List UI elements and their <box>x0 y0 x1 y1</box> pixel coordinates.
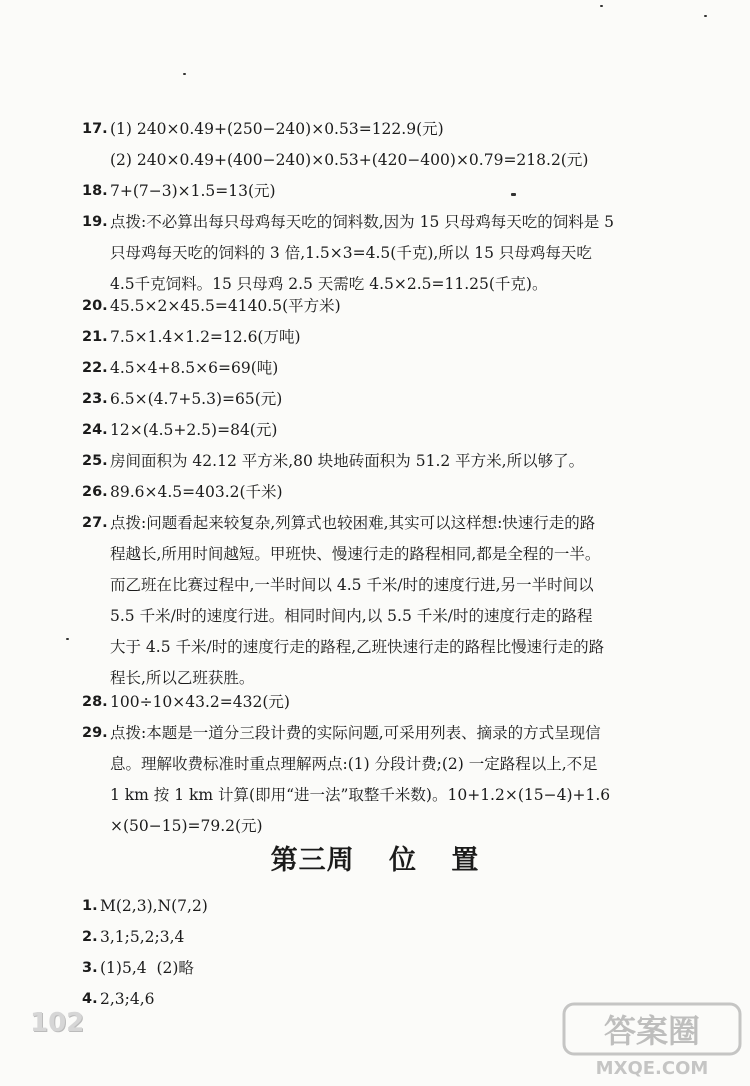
answer-line: 而乙班在比赛过程中,一半时间以 4.5 千米/时的速度行进,另一半时间以 <box>110 576 594 594</box>
answer-number: 20. <box>82 298 108 314</box>
answer-text <box>82 446 682 477</box>
answer-line: 点拨:问题看起来较复杂,列算式也较困难,其实可以这样想:快速行走的路 <box>110 514 596 532</box>
section-title-part: 位 <box>389 845 417 876</box>
answer-line: 4.5千克饲料。15 只母鸡 2.5 天需吃 4.5×2.5=11.25(千克)。 <box>110 275 548 293</box>
answer-text <box>82 718 682 842</box>
section-answer-item <box>82 953 682 984</box>
answer-number: 22. <box>82 360 108 376</box>
answer-line: 12×(4.5+2.5)=84(元) <box>110 421 278 439</box>
answer-number: 18. <box>82 183 108 199</box>
scan-speck <box>511 193 516 196</box>
answer-line: 点拨:不必算出每只母鸡每天吃的饲料数,因为 15 只母鸡每天吃的饲料是 5 <box>110 213 615 231</box>
answer-item <box>82 446 682 477</box>
section-title-part: 置 <box>451 845 480 876</box>
section-answer-item <box>82 891 682 922</box>
answer-number: 28. <box>82 694 108 710</box>
answer-item <box>82 353 682 384</box>
answer-number: 24. <box>82 422 108 438</box>
watermark-text: 答案圈 <box>603 1012 701 1050</box>
answer-item <box>82 477 682 508</box>
answer-line: 房间面积为 42.12 平方米,80 块地砖面积为 51.2 平方米,所以够了。 <box>110 452 585 470</box>
answer-line: 45.5×2×45.5=4140.5(平方米) <box>110 297 341 315</box>
answer-line: 只母鸡每天吃的饲料的 3 倍,1.5×3=4.5(千克),所以 15 只母鸡每天吃 <box>110 244 592 262</box>
answer-text: (1)5,4 (2)略 <box>100 959 194 977</box>
answer-text <box>82 415 682 446</box>
answer-line: 4.5×4+8.5×6=69(吨) <box>110 359 279 377</box>
answer-line: 点拨:本题是一道分三段计费的实际问题,可采用列表、摘录的方式呈现信 <box>110 724 601 742</box>
answer-line: 89.6×4.5=403.2(千米) <box>110 483 283 501</box>
answer-text: 3,1;5,2;3,4 <box>100 928 185 946</box>
answer-text <box>82 508 682 694</box>
answer-item <box>82 718 682 842</box>
scan-speck <box>66 638 69 640</box>
answer-text <box>82 353 682 384</box>
answer-text <box>82 687 682 718</box>
answer-line: 100÷10×43.2=432(元) <box>110 693 290 711</box>
section-answer-item <box>82 922 682 953</box>
answer-number: 27. <box>82 515 108 531</box>
section-title <box>0 838 750 877</box>
answer-number: 21. <box>82 329 108 345</box>
answer-number: 19. <box>82 214 108 230</box>
answer-number: 3. <box>82 960 98 976</box>
answer-number: 25. <box>82 453 108 469</box>
answer-text: 2,3;4,6 <box>100 990 155 1008</box>
answer-item <box>82 415 682 446</box>
answer-item <box>82 291 682 322</box>
answer-item <box>82 384 682 415</box>
answer-text <box>82 176 682 207</box>
answer-line: 息。理解收费标准时重点理解两点:(1) 分段计费;(2) 一定路程以上,不足 <box>110 755 598 773</box>
answer-line: (2) 240×0.49+(400−240)×0.53+(420−400)×0.79=218.2(元) <box>110 151 589 169</box>
answer-line: 6.5×(4.7+5.3)=65(元) <box>110 390 283 408</box>
scan-speck <box>600 5 603 7</box>
answer-item <box>82 322 682 353</box>
watermark-text: MXQE.COM <box>595 1058 709 1079</box>
answer-number: 23. <box>82 391 108 407</box>
answer-line: (1) 240×0.49+(250−240)×0.53=122.9(元) <box>110 120 444 138</box>
answer-number: 29. <box>82 725 108 741</box>
answer-number: 17. <box>82 121 108 137</box>
answer-text: M(2,3),N(7,2) <box>100 897 208 915</box>
answer-number: 26. <box>82 484 108 500</box>
answer-line: 程长,所以乙班获胜。 <box>110 669 255 687</box>
answer-item <box>82 114 682 176</box>
answer-item <box>82 687 682 718</box>
answer-line: ×(50−15)=79.2(元) <box>110 817 263 835</box>
answer-line: 5.5 千米/时的速度行进。相同时间内,以 5.5 千米/时的速度行走的路程 <box>110 607 593 625</box>
answer-number: 2. <box>82 929 98 945</box>
section-title-part: 第三周 <box>270 845 355 876</box>
answer-number: 4. <box>82 991 98 1007</box>
answer-text <box>82 477 682 508</box>
answer-text <box>82 322 682 353</box>
answer-item <box>82 207 682 300</box>
scan-speck <box>704 15 707 17</box>
answer-line: 大于 4.5 千米/时的速度行走的路程,乙班快速行走的路程比慢速行走的路 <box>110 638 605 656</box>
answer-line: 7+(7−3)×1.5=13(元) <box>110 182 276 200</box>
answer-item <box>82 508 682 694</box>
page-number: 102 <box>30 1008 85 1038</box>
scan-speck <box>183 73 186 75</box>
answer-text <box>82 291 682 322</box>
answer-text <box>82 384 682 415</box>
answer-line: 7.5×1.4×1.2=12.6(万吨) <box>110 328 301 346</box>
answer-line: 1 km 按 1 km 计算(即用“进一法”取整千米数)。10+1.2×(15−4)+1.6 <box>110 786 611 804</box>
answer-item <box>82 176 682 207</box>
answer-text <box>82 207 682 300</box>
answer-text <box>82 114 682 176</box>
answer-line: 程越长,所用时间越短。甲班快、慢速行走的路程相同,都是全程的一半。 <box>110 545 601 563</box>
watermark-logo <box>562 1000 742 1080</box>
answer-number: 1. <box>82 898 98 914</box>
